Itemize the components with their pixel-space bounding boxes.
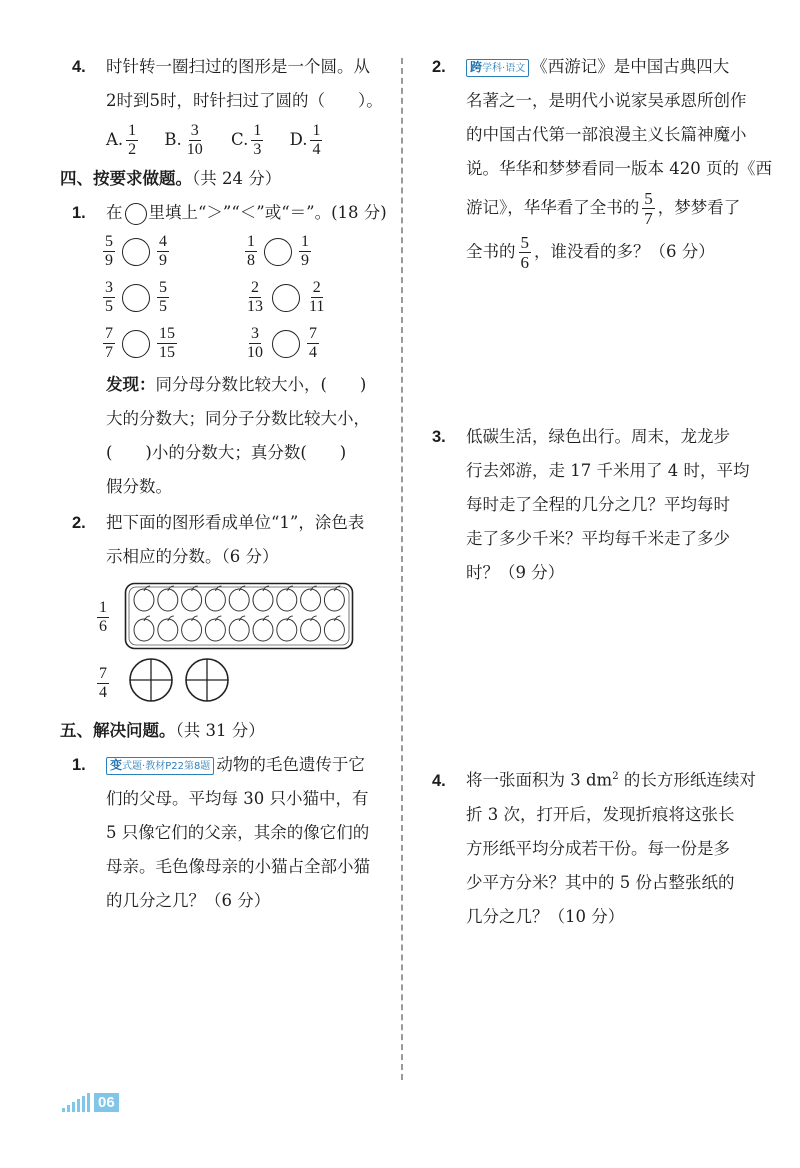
variant-tag: 变式题·教材P22第8题 bbox=[106, 757, 214, 775]
r-question-4: 4. 将一张面积为 3 $dm^2$ 的长方形纸连续对 折 3 次，打开后，发现折痕将这张长 方形纸平均分成若干份。每一份是多 少平方分米？其中的 5 份占整张纸的 几分之几？（10 分） bbox=[426, 760, 756, 934]
s5-question-1: 1. 变式题·教材P22第8题 动物的毛色遗传于它 们的父母。平均每 30 只小猫中，有 5 只像它们的父亲，其余的像它们的 母亲。毛色像母亲的小猫占全部小猫 的几分之几？（6 分） bbox=[66, 748, 396, 918]
question-number: 4. bbox=[432, 771, 446, 790]
finding-text[interactable]: 同分母分数比较大小，( ) bbox=[155, 375, 367, 394]
option-a[interactable]: A. $\frac{1}{2}$ bbox=[106, 122, 137, 158]
apple-icon[interactable] bbox=[134, 589, 154, 611]
question-number: 2. bbox=[72, 514, 86, 532]
question-text: 几分之几？（10 分） bbox=[466, 906, 625, 926]
question-text: 们的父母。平均每 30 只小猫中，有 bbox=[106, 789, 369, 808]
option-b[interactable]: B. $\frac{3}{10}$ bbox=[164, 122, 203, 158]
question-4 bbox=[66, 50, 396, 162]
apple-icon[interactable] bbox=[205, 619, 225, 641]
compare-blank[interactable] bbox=[272, 284, 300, 312]
apple-icon[interactable] bbox=[301, 589, 321, 611]
question-text: 时针转一圈扫过的图形是一个圆。从 bbox=[106, 57, 370, 76]
comparison-item: $\frac{3}{5}$ $\frac{5}{5}$ bbox=[105, 279, 167, 315]
comparison-item: $\frac{5}{9}$ $\frac{4}{9}$ bbox=[105, 233, 167, 269]
r-question-2: 2. 跨学科·语文 《西游记》是中国古典四大 名著之一，是明代小说家吴承恩所创作 的中国古代第一部浪漫主义长篇神魔小 说。华华和梦梦看同一版本 420 页的《西 游记》，华华看了全书的 $\frac{5}{7}$ ，梦梦看了 全书的 $\frac{5}{6}$ ，谁没看的多？（6 分） bbox=[426, 50, 756, 274]
apple-icon[interactable] bbox=[253, 589, 273, 611]
question-number: 1. bbox=[72, 204, 86, 222]
apple-icon[interactable] bbox=[158, 589, 178, 611]
r-question-3: 3. 低碳生活，绿色出行。周末，龙龙步 行去郊游，走 17 千米用了 4 时，平均 每时走了全程的几分之几？平均每时 走了多少千米？平均每千米走了多少 时？（9 分） bbox=[426, 420, 749, 590]
question-text: 2时到5时，时针扫过了圆的（ ）。 bbox=[106, 91, 383, 110]
question-text: 走了多少千米？平均每千米走了多少 bbox=[466, 529, 730, 548]
apple-icon[interactable] bbox=[229, 619, 249, 641]
finding-text[interactable]: ( )小的分数大；真分数( ) bbox=[106, 443, 347, 462]
question-text: 示相应的分数。（6 分） bbox=[106, 547, 279, 566]
apple-icon[interactable] bbox=[277, 619, 297, 641]
finding-label: 发现： bbox=[106, 375, 156, 394]
question-text: 名著之一，是明代小说家吴承恩所创作 bbox=[466, 91, 747, 110]
comparison-grid bbox=[66, 230, 396, 366]
option-d[interactable]: D. $\frac{1}{4}$ bbox=[289, 122, 321, 158]
apple-icon[interactable] bbox=[182, 619, 202, 641]
compare-blank[interactable] bbox=[122, 238, 150, 266]
apple-icon[interactable] bbox=[277, 589, 297, 611]
fraction-label-2: $\frac{7}{4}$ bbox=[99, 665, 107, 701]
question-text: 说。华华和梦梦看同一版本 420 页的《西 bbox=[466, 159, 772, 178]
quartered-circles-figure[interactable] bbox=[128, 656, 238, 706]
question-text: 时？（9 分） bbox=[466, 563, 565, 582]
question-number: 2. bbox=[432, 58, 446, 76]
question-text: 游记》，华华看了全书的 $\frac{5}{7}$ ，梦梦看了 bbox=[466, 189, 741, 228]
cross-subject-tag: 跨学科·语文 bbox=[466, 59, 529, 77]
section-4-heading: 四、按要求做题。（共 24 分） bbox=[60, 169, 282, 188]
question-number: 1. bbox=[72, 756, 86, 774]
compare-blank[interactable] bbox=[272, 330, 300, 358]
question-number: 3. bbox=[432, 428, 446, 446]
s4-question-2: 2. 把下面的图形看成单位“1”，涂色表 示相应的分数。（6 分） bbox=[66, 506, 396, 574]
apple-icon[interactable] bbox=[253, 619, 273, 641]
column-divider bbox=[401, 58, 403, 1080]
comparison-item: $\frac{2}{13}$ $\frac{2}{11}$ bbox=[247, 279, 325, 315]
page-number: 06 bbox=[94, 1093, 119, 1112]
fraction-label-1: $\frac{1}{6}$ bbox=[99, 599, 107, 635]
finding-text: 大的分数大；同分子分数比较大小， bbox=[106, 409, 370, 428]
right-column bbox=[426, 50, 772, 926]
apple-icon[interactable] bbox=[324, 589, 344, 611]
question-text: 方形纸平均分成若干份。每一份是多 bbox=[466, 838, 730, 858]
finding-block bbox=[66, 368, 396, 504]
apple-tray-figure[interactable] bbox=[124, 582, 354, 650]
shading-figures bbox=[66, 574, 396, 704]
compare-blank[interactable] bbox=[264, 238, 292, 266]
signal-bars-icon bbox=[62, 1093, 92, 1112]
apple-icon[interactable] bbox=[158, 619, 178, 641]
answer-options bbox=[66, 118, 396, 162]
question-text: 每时走了全程的几分之几？平均每时 bbox=[466, 495, 730, 514]
apple-icons bbox=[134, 586, 344, 641]
question-text: 5 只像它们的父亲，其余的像它们的 bbox=[106, 823, 370, 842]
finding-text: 假分数。 bbox=[106, 477, 172, 496]
question-text: 少平方分米？其中的 5 份占整张纸的 bbox=[466, 872, 735, 892]
compare-blank[interactable] bbox=[122, 284, 150, 312]
section-5-heading: 五、解决问题。（共 31 分） bbox=[60, 721, 265, 740]
comparison-item: $\frac{1}{8}$ $\frac{1}{9}$ bbox=[247, 233, 309, 269]
comparison-item: $\frac{3}{10}$ $\frac{7}{4}$ bbox=[247, 325, 317, 361]
left-column bbox=[60, 50, 396, 918]
question-text: 折 3 次，打开后，发现折痕将这张长 bbox=[466, 804, 735, 824]
comparison-item: $\frac{7}{7}$ $\frac{15}{15}$ bbox=[105, 325, 175, 361]
page-number-badge bbox=[62, 1093, 119, 1112]
apple-icon[interactable] bbox=[182, 589, 202, 611]
question-text: 的中国古代第一部浪漫主义长篇神魔小 bbox=[466, 125, 747, 144]
apple-icon[interactable] bbox=[134, 619, 154, 641]
apple-icon[interactable] bbox=[324, 619, 344, 641]
s4-question-1: 1. 在 里填上“＞”“＜”或“＝”。(18 分) bbox=[66, 196, 396, 230]
apple-icon[interactable] bbox=[205, 589, 225, 611]
compare-blank[interactable] bbox=[122, 330, 150, 358]
question-number: 4. bbox=[72, 58, 86, 76]
apple-icon[interactable] bbox=[229, 589, 249, 611]
question-text: 母亲。毛色像母亲的小猫占全部小猫 bbox=[106, 857, 370, 876]
question-text: 的几分之几？（6 分） bbox=[106, 891, 271, 910]
question-text: 行去郊游，走 17 千米用了 4 时，平均 bbox=[466, 461, 750, 480]
circle-symbol bbox=[125, 203, 147, 225]
apple-icon[interactable] bbox=[301, 619, 321, 641]
option-c[interactable]: C. $\frac{1}{3}$ bbox=[231, 122, 262, 158]
question-text: 全书的 $\frac{5}{6}$ ，谁没看的多？（6 分） bbox=[466, 233, 715, 272]
